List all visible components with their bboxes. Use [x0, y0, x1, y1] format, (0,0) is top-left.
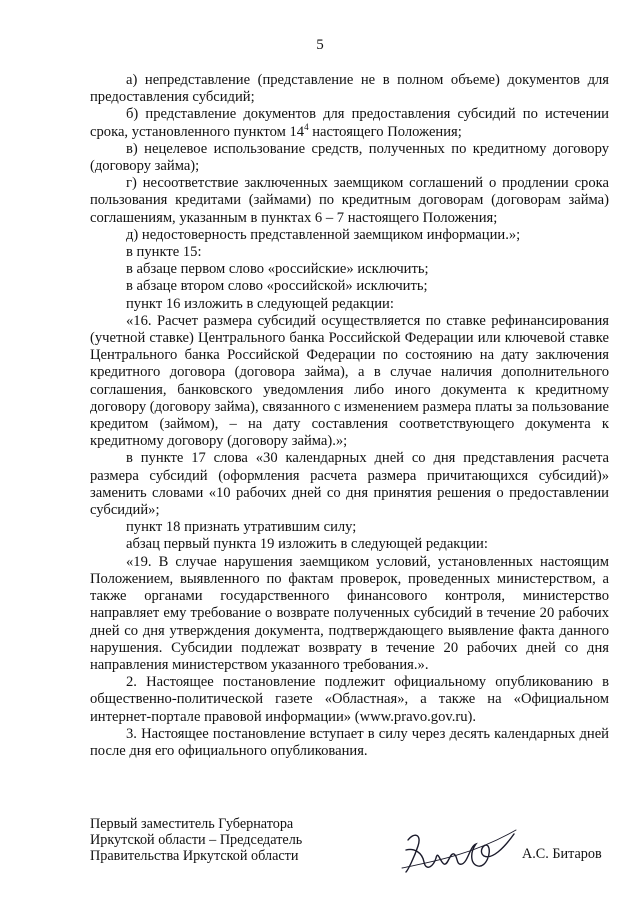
signatory-title [90, 816, 350, 864]
paragraph-d: д) недостоверность представленной заемщиком информации.»; [126, 226, 521, 243]
signatory-line-3: Правительства Иркутской области [90, 848, 299, 864]
paragraph-item18: пункт 18 признать утратившим силу; [126, 519, 357, 536]
paragraph-b-text: б) представление документов для предоставления субсидий по истечении срока, установленного пунктом 14 [90, 106, 609, 140]
superscript: 4 [304, 121, 309, 132]
signatory-name: А.С. Битаров [522, 846, 602, 862]
paragraph-item15-first: в абзаце первом слово «российские» исключить; [126, 261, 429, 278]
paragraph-b [90, 106, 609, 140]
signatory-line-2: Иркутской области – Председатель [90, 832, 303, 848]
paragraph-item16-intro: пункт 16 изложить в следующей редакции: [126, 295, 394, 312]
document-body [90, 72, 609, 760]
page-number: 5 [316, 37, 324, 53]
paragraph-item17: в пункте 17 слова «30 календарных дней со дня представления расчета размера субсидий (оформления расчета размера причитающихся субсидий)» заменить словами «10 рабочих дней со дня принятия решения о предоставлении субсидий»; [90, 450, 609, 519]
handwritten-signature [400, 822, 520, 882]
paragraph-2: 2. Настоящее постановление подлежит официальному опубликованию в общественно-политической газете «Областная», а также на «Официальном интернет-портале правовой информации» (www.pravo.gov.ru). [90, 674, 609, 725]
paragraph-item19-intro: абзац первый пункта 19 изложить в следующей редакции: [126, 536, 488, 553]
paragraph-item16: «16. Расчет размера субсидий осуществляется по ставке рефинансирования (учетной ставке) Центрального банка Российской Федерации или ключевой ставке Центрального банка Российской Федерации по состоянию на дату заключения кредитного договора (договора займа), а в случае наличия дополнительного соглашения, банковского уведомления либо иного документа к кредитному договору (договору займа), связанного с изменением размера платы за пользование кредитом (займом), – на дату составления соответствующего документа к кредитному договору (договору займа).»; [90, 312, 609, 450]
paragraph-v: в) нецелевое использование средств, полученных по кредитному договору (договору займа); [90, 140, 609, 175]
paragraph-b-tail: настоящего Положения; [308, 123, 462, 140]
paragraph-item19: «19. В случае нарушения заемщиком условий, установленных настоящим Положением, выявленного по фактам проверок, проведенных министерством, а также органами государственного финансового контроля, министерство направляет ему требование о возврате полученных субсидий в течение 20 рабочих дней со дня утверждения документа, подтверждающего выявление факта данного нарушения. Субсидии подлежат возврату в течение 20 рабочих дней со дня направления министерством указанного требования.». [90, 553, 609, 673]
paragraph-g: г) несоответствие заключенных заемщиком соглашений о продлении срока пользования кредитами (займами) по кредитным договорам (договорам займа) соглашениям, указанным в пунктах 6 – 7 настоящего Положения; [90, 175, 609, 226]
paragraph-a: а) непредставление (представление не в полном объеме) документов для предоставления субсидий; [90, 72, 609, 106]
paragraph-item15: в пункте 15: [126, 244, 202, 261]
paragraph-item15-second: в абзаце втором слово «российской» исключить; [126, 278, 428, 295]
paragraph-3: 3. Настоящее постановление вступает в силу через десять календарных дней после дня его официального опубликования. [90, 725, 609, 759]
signatory-line-1: Первый заместитель Губернатора [90, 816, 294, 832]
